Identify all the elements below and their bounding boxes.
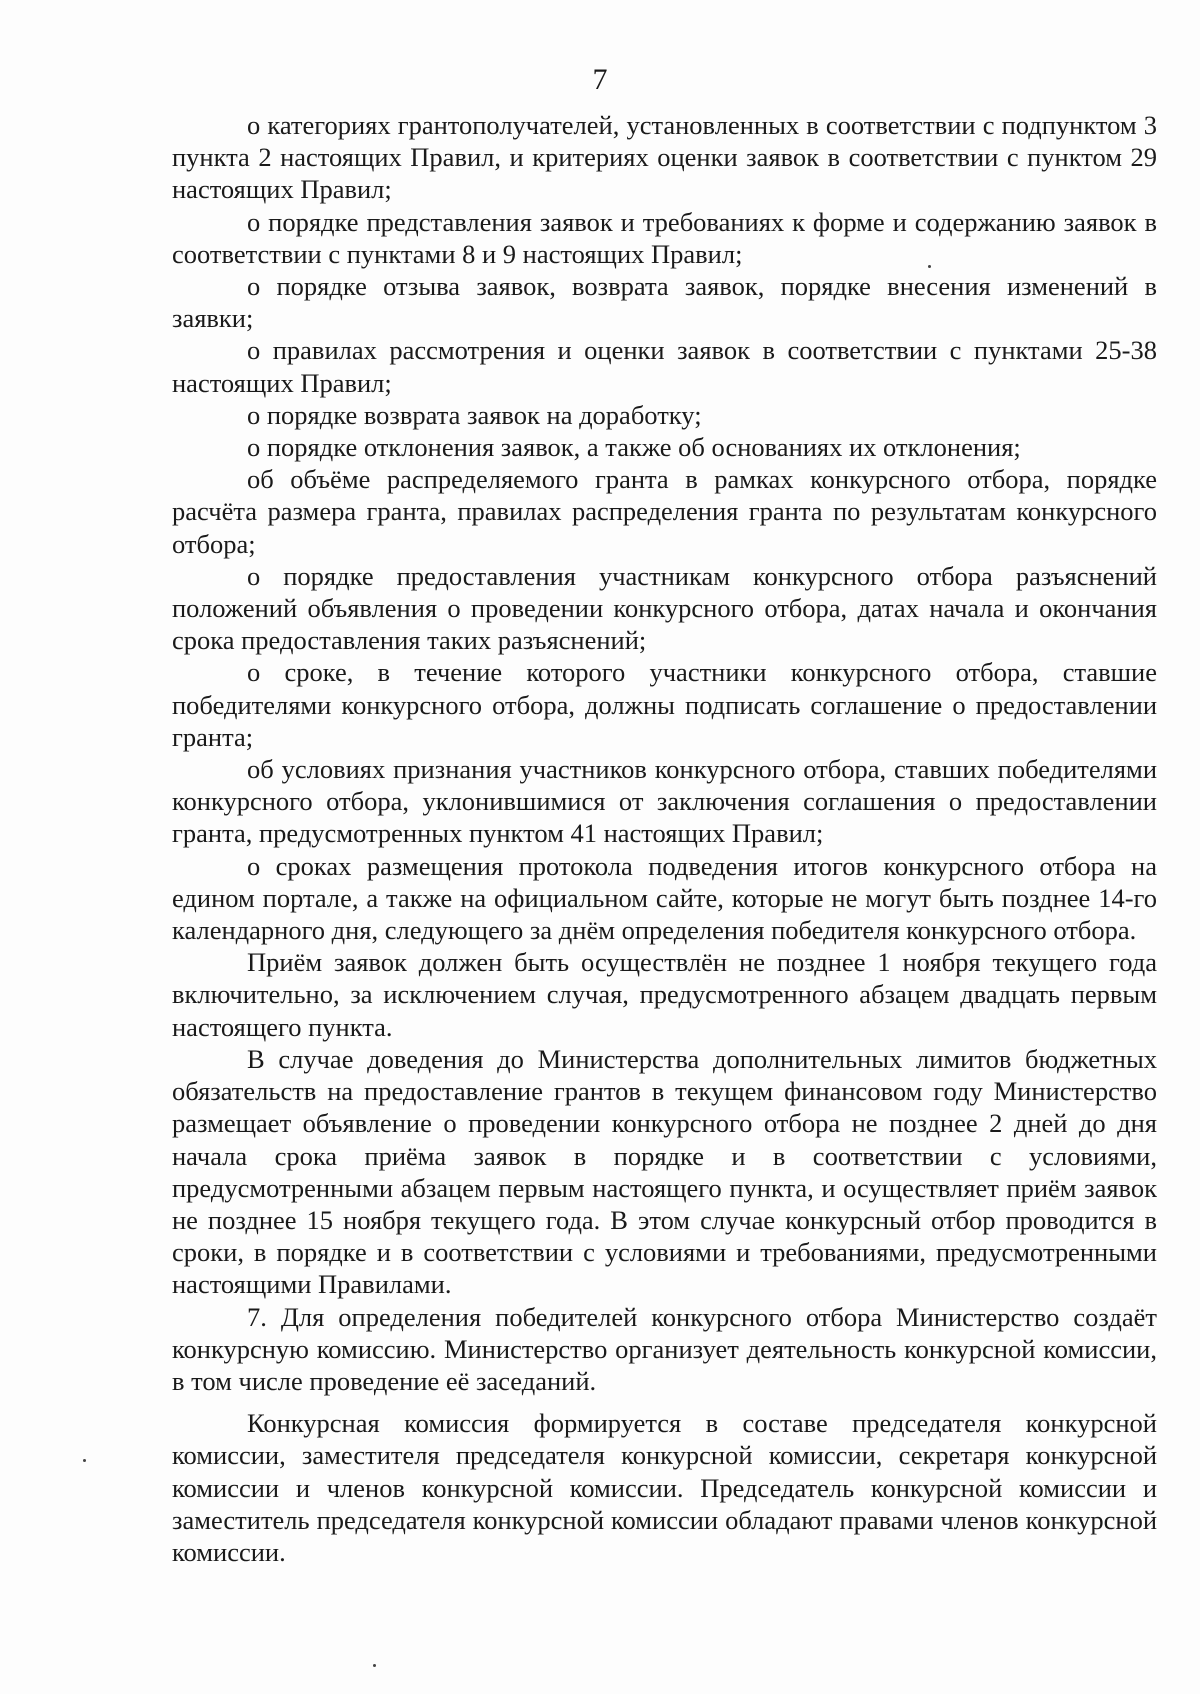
page-number: 7 — [592, 63, 608, 96]
paragraph: 7. Для определения победителей конкурсного отбора Министерство создаёт конкурсную комиссию. Министерство организует деятельность конкурсной комиссии, в том числе проведение её заседаний. — [172, 1301, 1157, 1396]
paragraph: о категориях грантополучателей, установленных в соответствии с подпунктом 3 пункта 2 настоящих Правил, и критериях оценки заявок в соответствии с пунктом 29 настоящих Правил; — [172, 110, 1157, 205]
paragraph: о сроке, в течение которого участники конкурсного отбора, ставшие победителями конкурсного отбора, должны подписать соглашение о предоставлении гранта; — [172, 657, 1157, 752]
scan-speck — [373, 1664, 376, 1667]
paragraph: о порядке отклонения заявок, а также об основаниях их отклонения; — [247, 432, 1021, 463]
paragraph: о порядке возврата заявок на доработку; — [247, 399, 702, 430]
paragraph: о правилах рассмотрения и оценки заявок в соответствии с пунктами 25-38 настоящих Правил; — [172, 335, 1157, 398]
paragraph: о сроках размещения протокола подведения итогов конкурсного отбора на едином портале, а также на официальном сайте, которые не могут быть позднее 14-го календарного дня, следующего за днём определения победителя конкурсного отбора. — [172, 850, 1157, 946]
paragraph: Приём заявок должен быть осуществлён не позднее 1 ноября текущего года включительно, за исключением случая, предусмотренного абзацем двадцать первым настоящего пункта. — [172, 947, 1157, 1042]
paragraph: об условиях признания участников конкурсного отбора, ставших победителями конкурсного отбора, уклонившимися от заключения соглашения о предоставлении гранта, предусмотренных пунктом 41 настоящих Правил; — [172, 754, 1157, 849]
scan-speck — [928, 265, 931, 268]
paragraph: Конкурсная комиссия формируется в составе председателя конкурсной комиссии, заместителя председателя конкурсной комиссии, секретаря конкурсной комиссии и членов конкурсной комиссии. Председатель конкурсной комиссии и заместитель председателя конкурсной комиссии обладают правами членов конкурсной комиссии. — [172, 1408, 1157, 1567]
document-body — [172, 109, 1157, 1568]
paragraph: о порядке представления заявок и требованиях к форме и содержанию заявок в соответствии с пунктами 8 и 9 настоящих Правил; — [172, 206, 1157, 269]
paragraph: о порядке предоставления участникам конкурсного отбора разъяснений положений объявления о проведении конкурсного отбора, датах начала и окончания срока предоставления таких разъяснений; — [172, 560, 1157, 656]
paragraph: о порядке отзыва заявок, возврата заявок, порядке внесения изменений в заявки; — [172, 271, 1157, 334]
paragraph: В случае доведения до Министерства дополнительных лимитов бюджетных обязательств на предоставление грантов в текущем финансовом году Министерство размещает объявление о проведении конкурсного отбора не позднее 2 дней до дня начала срока приёма заявок в порядке и в соответствии с условиями, предусмотренными абзацем первым настоящего пункта, и осуществляет приём заявок не позднее 15 ноября текущего года. В этом случае конкурсный отбор проводится в сроки, в порядке и в соответствии с условиями и требованиями, предусмотренными настоящими Правилами. — [172, 1043, 1157, 1300]
scan-speck — [83, 1459, 86, 1462]
paragraph: об объёме распределяемого гранта в рамках конкурсного отбора, порядке расчёта размера гранта, правилах распределения гранта по результатам конкурсного отбора; — [172, 464, 1157, 559]
